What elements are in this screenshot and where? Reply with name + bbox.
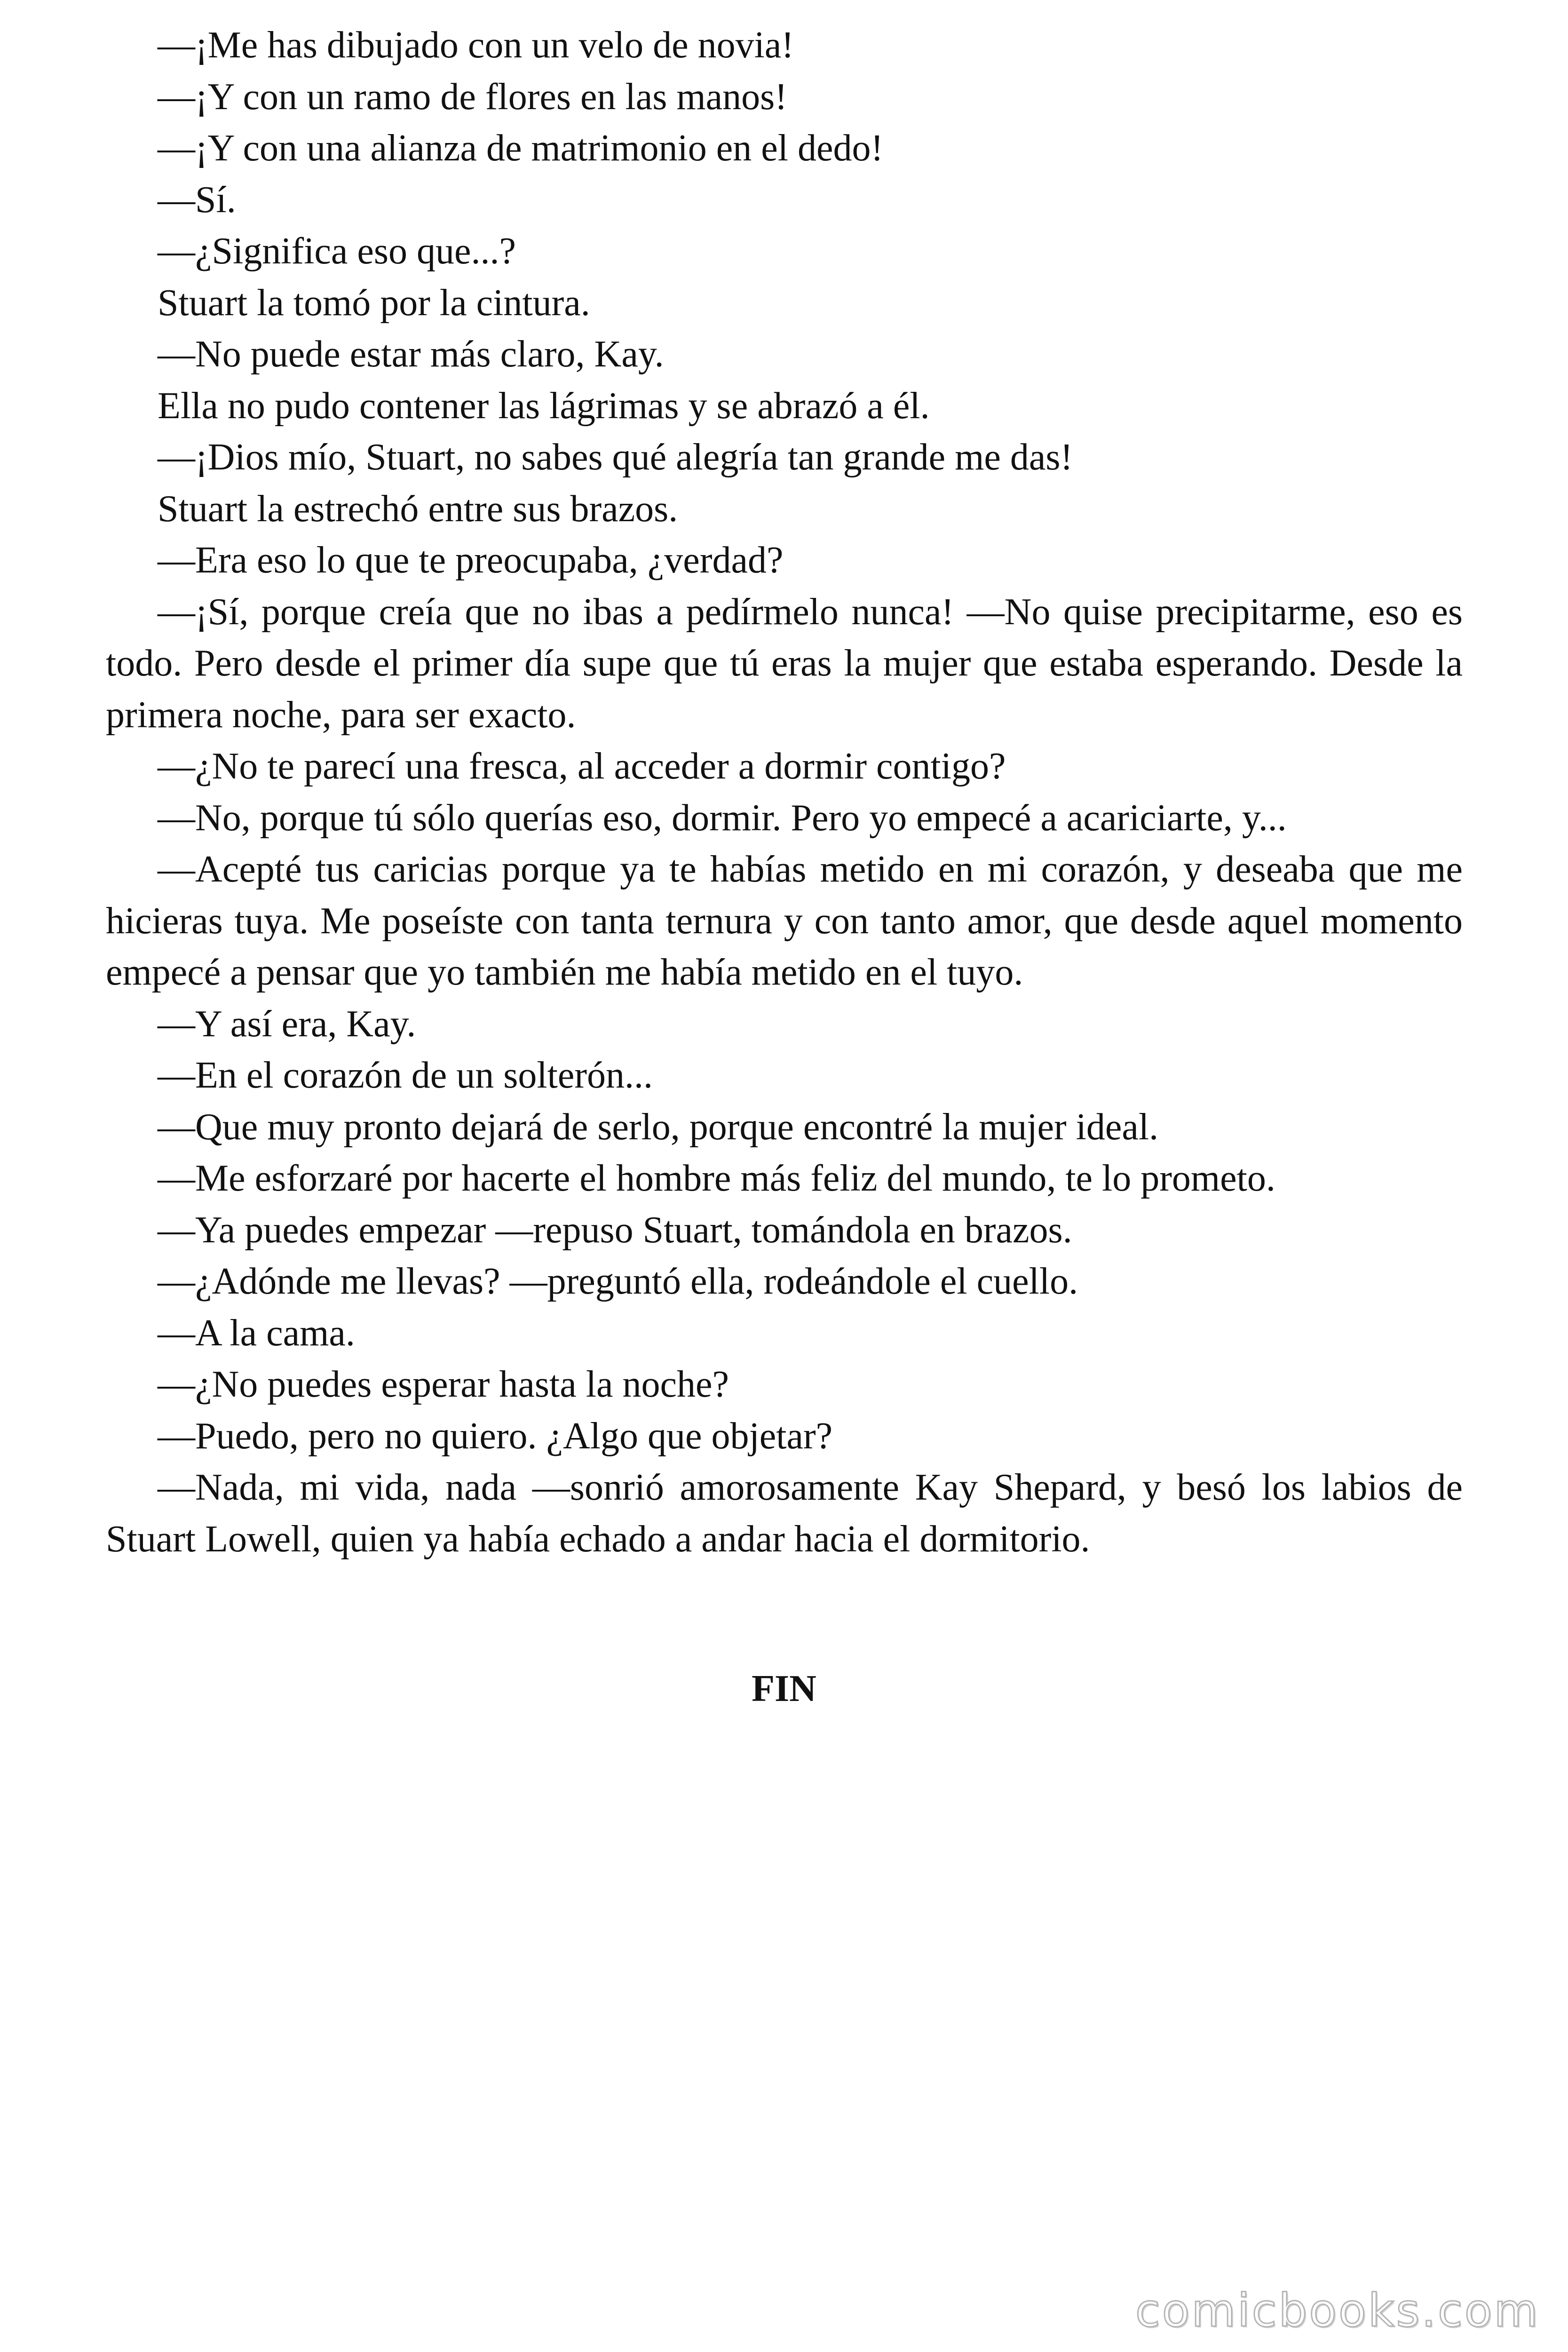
paragraph: —A la cama. (158, 1312, 355, 1354)
paragraph: Ella no pudo contener las lágrimas y se abrazó a él. (158, 385, 930, 427)
paragraph: Stuart la estrechó entre sus brazos. (158, 488, 678, 530)
paragraph: —¿No te parecí una fresca, al acceder a dormir contigo? (158, 746, 1006, 787)
paragraph: —No, porque tú sólo querías eso, dormir. Pero yo empecé a acariciarte, y... (158, 797, 1287, 839)
ending-heading: FIN (752, 1668, 816, 1709)
paragraph: —Era eso lo que te preocupaba, ¿verdad? (158, 540, 784, 581)
paragraph: —Que muy pronto dejará de serlo, porque encontré la mujer ideal. (158, 1106, 1159, 1148)
paragraph: —¡Y con un ramo de flores en las manos! (158, 76, 787, 118)
story-text (106, 20, 1463, 1565)
paragraph: —No puede estar más claro, Kay. (158, 334, 664, 375)
paragraph: —Sí. (158, 179, 236, 221)
paragraph: —Puedo, pero no quiero. ¿Algo que objetar? (158, 1415, 833, 1457)
paragraph: —¿No puedes esperar hasta la noche? (158, 1364, 729, 1405)
paragraph: Stuart la tomó por la cintura. (158, 282, 590, 324)
paragraph: —¡Dios mío, Stuart, no sabes qué alegría tan grande me das! (158, 437, 1073, 478)
paragraph: —¡Y con una alianza de matrimonio en el dedo! (158, 127, 884, 169)
paragraph: —Acepté tus caricias porque ya te habías metido en mi corazón, y deseaba que me hicieras tuya. Me poseíste con tanta ternura y con tanto amor, que desde aquel momento empecé a pensar que yo también me había metido en el tuyo. (106, 849, 1463, 993)
paragraph: —Nada, mi vida, nada —sonrió amorosamente Kay Shepard, y besó los labios de Stuart Lowell, quien ya había echado a andar hacia el dormitorio. (106, 1467, 1463, 1560)
paragraph: —¡Me has dibujado con un velo de novia! (158, 24, 794, 66)
paragraph: —En el corazón de un solterón... (158, 1055, 653, 1096)
paragraph: —Ya puedes empezar —repuso Stuart, tomándola en brazos. (158, 1209, 1072, 1251)
watermark: comicbooks.com (1135, 2284, 1540, 2337)
paragraph: —Me esforzaré por hacerte el hombre más feliz del mundo, te lo prometo. (158, 1158, 1275, 1199)
paragraph: —¡Sí, porque creía que no ibas a pedírmelo nunca! —No quise precipitarme, eso es todo. Pero desde el primer día supe que tú eras la mujer que estaba esperando. Desde la primera noche, para ser exacto. (106, 591, 1463, 736)
paragraph: —¿Significa eso que...? (158, 230, 516, 272)
paragraph: —Y así era, Kay. (158, 1003, 416, 1045)
paragraph: —¿Adónde me llevas? —preguntó ella, rodeándole el cuello. (158, 1261, 1078, 1302)
